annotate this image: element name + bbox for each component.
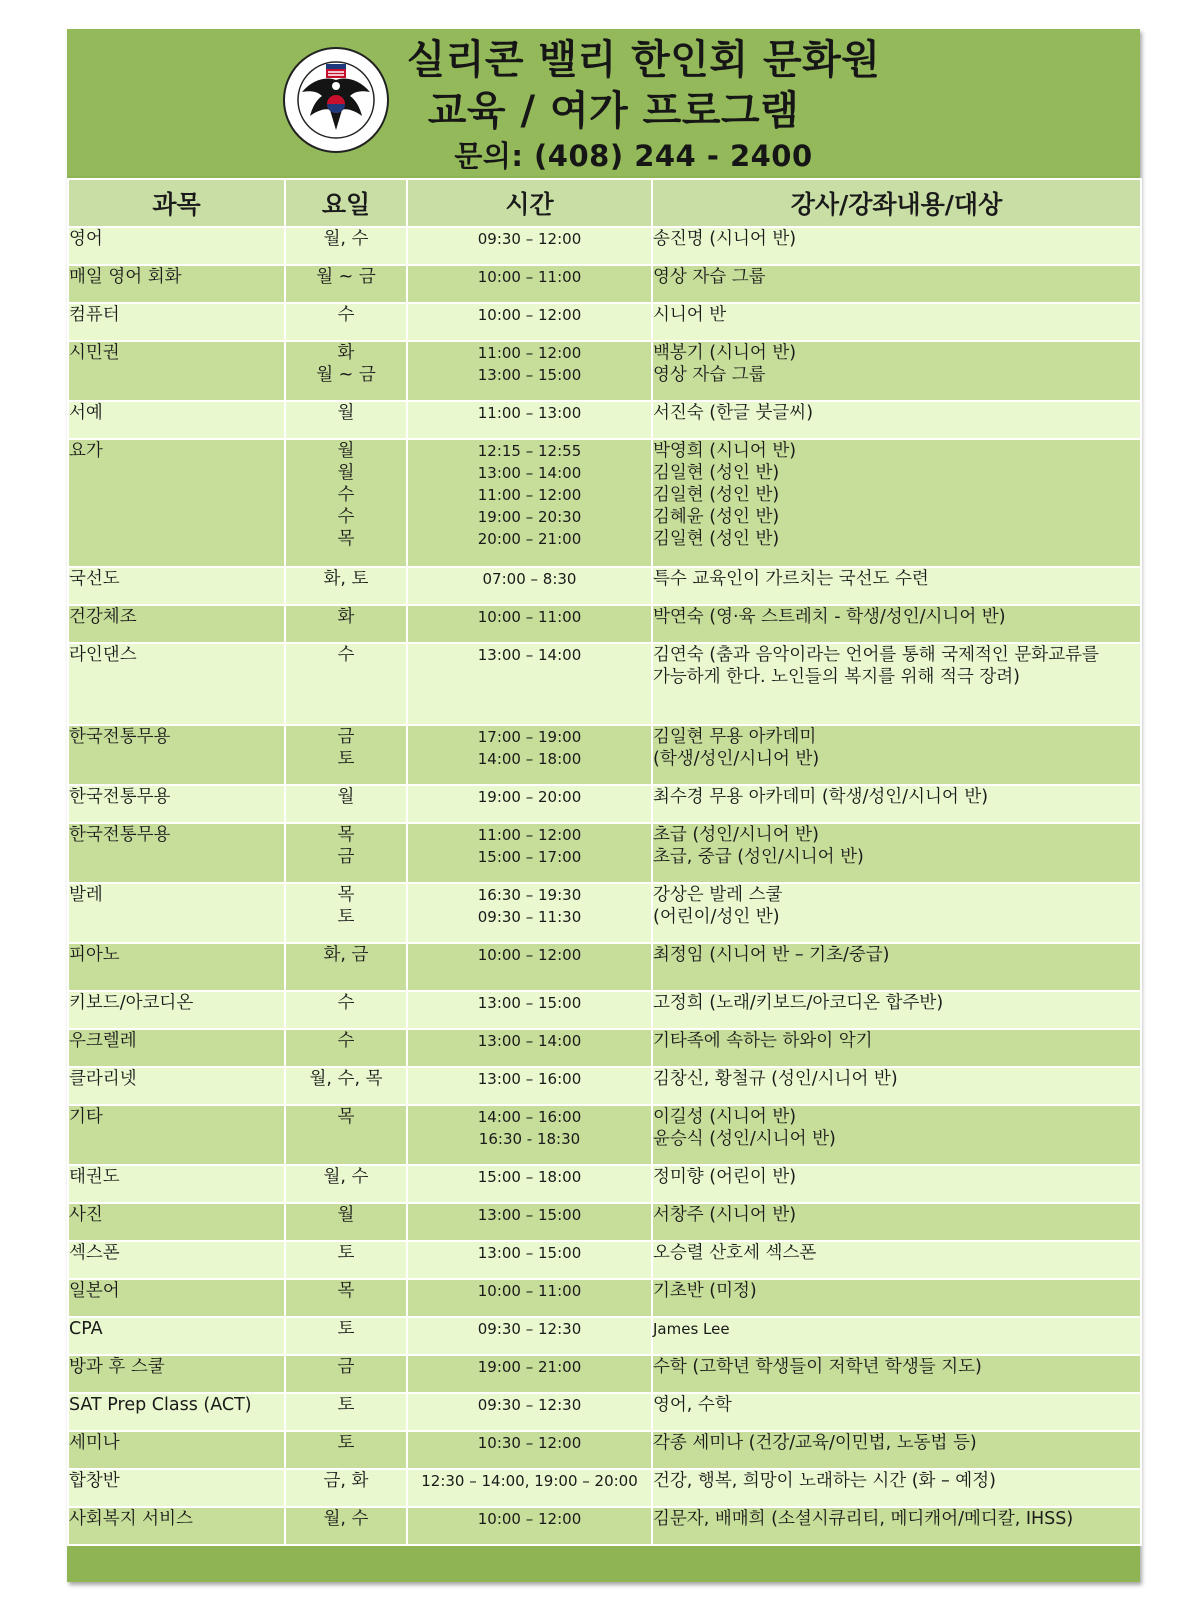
- cell-subject: 사회복지 서비스: [68, 1507, 285, 1545]
- cell-subject: 우크렐레: [68, 1029, 285, 1067]
- table-row: [68, 725, 1141, 785]
- day-entry: 수: [337, 507, 355, 527]
- detail-entry: 이길성 (시니어 반): [653, 1107, 797, 1127]
- cell-days: [285, 1029, 407, 1067]
- cell-details: [652, 823, 1141, 883]
- cell-time: [407, 643, 652, 725]
- cell-details: [652, 401, 1141, 439]
- detail-entry: 시니어 반: [653, 305, 727, 325]
- table-row: [68, 1029, 1141, 1067]
- day-entry: 수: [337, 993, 355, 1013]
- cell-details: [652, 303, 1141, 341]
- cell-subject: 세미나: [68, 1431, 285, 1469]
- table-header-row: [68, 179, 1141, 227]
- cell-time: [407, 1393, 652, 1431]
- cell-time: [407, 823, 652, 883]
- day-entry: 토: [337, 907, 355, 927]
- day-entry: 월: [337, 403, 355, 423]
- time-entry: 19:00 – 21:00: [477, 1358, 582, 1376]
- detail-entry: 김일현 (성인 반): [653, 529, 780, 549]
- cell-days: [285, 991, 407, 1029]
- time-entry: 13:00 – 15:00: [477, 1206, 582, 1224]
- cell-subject: 국선도: [68, 567, 285, 605]
- time-entry: 09:30 – 12:30: [477, 1320, 582, 1338]
- cell-days: [285, 303, 407, 341]
- detail-entry: 건강, 행복, 희망이 노래하는 시간 (화 – 예정): [653, 1471, 996, 1491]
- cell-time: [407, 785, 652, 823]
- column-header-days: 요일: [285, 179, 407, 227]
- cell-subject: 영어: [68, 227, 285, 265]
- cell-details: [652, 1203, 1141, 1241]
- day-entry: 수: [337, 485, 355, 505]
- cell-subject: 시민권: [68, 341, 285, 401]
- detail-entry: 김일현 (성인 반): [653, 485, 780, 505]
- cell-time: [407, 1203, 652, 1241]
- time-entry: 19:00 – 20:00: [477, 788, 582, 806]
- page-title: 실리콘 밸리 한인회 문화원: [406, 37, 881, 83]
- time-entry: 17:00 – 19:00: [477, 728, 582, 746]
- day-entry: 월: [337, 1205, 355, 1225]
- cell-time: [407, 1507, 652, 1545]
- detail-entry: 수학 (고학년 학생들이 저학년 학생들 지도): [653, 1357, 982, 1377]
- day-entry: 월: [337, 441, 355, 461]
- cell-details: [652, 227, 1141, 265]
- table-row: [68, 1317, 1141, 1355]
- table-row: [68, 1469, 1141, 1507]
- cell-subject: 서예: [68, 401, 285, 439]
- time-entry: 13:00 – 15:00: [477, 1244, 582, 1262]
- cell-days: [285, 439, 407, 567]
- cell-subject: 건강체조: [68, 605, 285, 643]
- cell-days: [285, 567, 407, 605]
- detail-entry: 서진숙 (한글 붓글씨): [653, 403, 814, 423]
- table-row: [68, 1393, 1141, 1431]
- cell-time: [407, 1431, 652, 1469]
- detail-entry: 김일현 무용 아카데미: [653, 727, 817, 747]
- day-entry: 수: [337, 645, 355, 665]
- cell-details: [652, 605, 1141, 643]
- cell-subject: 요가: [68, 439, 285, 567]
- cell-days: [285, 1469, 407, 1507]
- cell-details: [652, 1393, 1141, 1431]
- detail-entry: 송진명 (시니어 반): [653, 229, 797, 249]
- day-entry: 금: [337, 727, 355, 747]
- detail-entry: 김연숙 (춤과 음악이라는 언어를 통해 국제적인 문화교류를 가능하게 한다. 노인들의 복지를 위해 적극 장려): [653, 645, 1099, 687]
- table-row: [68, 1067, 1141, 1105]
- day-entry: 금: [337, 1357, 355, 1377]
- cell-time: [407, 1105, 652, 1165]
- detail-entry: 초급 (성인/시니어 반): [653, 825, 819, 845]
- time-entry: 15:00 – 18:00: [477, 1168, 582, 1186]
- table-row: [68, 265, 1141, 303]
- cell-subject: 기타: [68, 1105, 285, 1165]
- day-entry: 목: [337, 529, 355, 549]
- day-entry: 월: [337, 787, 355, 807]
- day-entry: 토: [337, 1433, 355, 1453]
- program-sheet: [67, 29, 1140, 1582]
- time-entry: 10:00 – 12:00: [477, 306, 582, 324]
- table-row: [68, 1165, 1141, 1203]
- cell-subject: 한국전통무용: [68, 725, 285, 785]
- cell-days: [285, 605, 407, 643]
- cell-details: [652, 1355, 1141, 1393]
- day-entry: 화, 금: [323, 945, 369, 965]
- cell-days: [285, 1507, 407, 1545]
- cell-time: [407, 341, 652, 401]
- day-entry: 월, 수, 목: [309, 1069, 383, 1089]
- cell-details: [652, 1067, 1141, 1105]
- detail-entry: 김창신, 황철규 (성인/시니어 반): [653, 1069, 898, 1089]
- time-entry: 15:00 – 17:00: [477, 848, 582, 866]
- detail-entry: 영상 자습 그룹: [653, 365, 766, 385]
- detail-entry: (학생/성인/시니어 반): [653, 749, 820, 769]
- cell-details: [652, 883, 1141, 943]
- cell-details: [652, 1105, 1141, 1165]
- table-row: [68, 823, 1141, 883]
- detail-entry: 윤승식 (성인/시니어 반): [653, 1129, 836, 1149]
- cell-details: [652, 643, 1141, 725]
- time-entry: 11:00 – 12:00: [477, 486, 582, 504]
- cell-days: [285, 1165, 407, 1203]
- time-entry: 11:00 – 13:00: [477, 404, 582, 422]
- day-entry: 화: [337, 607, 355, 627]
- cell-details: [652, 1165, 1141, 1203]
- day-entry: 목: [337, 885, 355, 905]
- time-entry: 11:00 – 12:00: [477, 344, 582, 362]
- day-entry: 월, 수: [323, 1167, 369, 1187]
- detail-entry: 김일현 (성인 반): [653, 463, 780, 483]
- cell-time: [407, 1355, 652, 1393]
- cell-days: [285, 1067, 407, 1105]
- cell-details: [652, 265, 1141, 303]
- cell-time: [407, 439, 652, 567]
- detail-entry: 최수경 무용 아카데미 (학생/성인/시니어 반): [653, 787, 989, 807]
- cell-days: [285, 1105, 407, 1165]
- cell-subject: 태권도: [68, 1165, 285, 1203]
- cell-subject: 합창반: [68, 1469, 285, 1507]
- cell-subject: 컴퓨터: [68, 303, 285, 341]
- table-row: [68, 991, 1141, 1029]
- day-entry: 화: [337, 343, 355, 363]
- table-row: [68, 785, 1141, 823]
- page-subtitle: 교육 / 여가 프로그램: [427, 88, 800, 134]
- day-entry: 금: [337, 847, 355, 867]
- time-entry: 16:30 – 19:30: [477, 886, 582, 904]
- day-entry: 월: [337, 463, 355, 483]
- detail-entry: 기초반 (미정): [653, 1281, 757, 1301]
- cell-days: [285, 643, 407, 725]
- time-entry: 09:30 – 11:30: [477, 908, 582, 926]
- cell-time: [407, 943, 652, 991]
- cell-time: [407, 605, 652, 643]
- detail-entry: 김혜윤 (성인 반): [653, 507, 780, 527]
- day-entry: 토: [337, 1395, 355, 1415]
- cell-subject: 키보드/아코디온: [68, 991, 285, 1029]
- cell-days: [285, 401, 407, 439]
- table-row: [68, 883, 1141, 943]
- cell-time: [407, 401, 652, 439]
- cell-subject: 피아노: [68, 943, 285, 991]
- detail-entry: 최정임 (시니어 반 – 기초/중급): [653, 945, 890, 965]
- detail-entry: James Lee: [653, 1320, 730, 1338]
- day-entry: 금, 화: [323, 1471, 369, 1491]
- table-row: [68, 1507, 1141, 1545]
- table-row: [68, 1203, 1141, 1241]
- detail-entry: 서창주 (시니어 반): [653, 1205, 797, 1225]
- time-entry: 20:00 – 21:00: [477, 530, 582, 548]
- detail-entry: 고정희 (노래/키보드/아코디온 합주반): [653, 993, 944, 1013]
- cell-time: [407, 567, 652, 605]
- detail-entry: 영상 자습 그룹: [653, 267, 766, 287]
- day-entry: 월 ~ 금: [316, 267, 376, 287]
- time-entry: 13:00 – 14:00: [477, 646, 582, 664]
- day-entry: 목: [337, 1281, 355, 1301]
- detail-entry: 강상은 발레 스쿨: [653, 885, 783, 905]
- time-entry: 13:00 – 14:00: [477, 1032, 582, 1050]
- cell-subject: 발레: [68, 883, 285, 943]
- time-entry: 14:00 – 18:00: [477, 750, 582, 768]
- time-entry: 07:00 – 8:30: [482, 570, 577, 588]
- day-entry: 토: [337, 1243, 355, 1263]
- cell-details: [652, 1507, 1141, 1545]
- detail-entry: 각종 세미나 (건강/교육/이민법, 노동법 등): [653, 1433, 977, 1453]
- time-entry: 10:00 – 12:00: [477, 946, 582, 964]
- cell-subject: 한국전통무용: [68, 823, 285, 883]
- time-entry: 12:30 – 14:00, 19:00 – 20:00: [421, 1472, 638, 1490]
- detail-entry: 초급, 중급 (성인/시니어 반): [653, 847, 864, 867]
- cell-time: [407, 1067, 652, 1105]
- cell-days: [285, 883, 407, 943]
- time-entry: 10:00 – 11:00: [477, 268, 582, 286]
- cell-subject: 라인댄스: [68, 643, 285, 725]
- detail-entry: 정미향 (어린이 반): [653, 1167, 797, 1187]
- day-entry: 월 ~ 금: [316, 365, 376, 385]
- cell-time: [407, 991, 652, 1029]
- time-entry: 14:00 – 16:00: [477, 1108, 582, 1126]
- cell-days: [285, 725, 407, 785]
- cell-time: [407, 1029, 652, 1067]
- cell-days: [285, 265, 407, 303]
- cell-time: [407, 1165, 652, 1203]
- cell-details: [652, 439, 1141, 567]
- schedule-table: [67, 178, 1142, 1546]
- cell-days: [285, 823, 407, 883]
- column-header-time: 시간: [407, 179, 652, 227]
- day-entry: 토: [337, 1319, 355, 1339]
- cell-days: [285, 1279, 407, 1317]
- cell-details: [652, 341, 1141, 401]
- detail-entry: 박영희 (시니어 반): [653, 441, 797, 461]
- cell-days: [285, 1431, 407, 1469]
- table-row: [68, 1431, 1141, 1469]
- column-header-subject: 과목: [68, 179, 285, 227]
- cell-details: [652, 1431, 1141, 1469]
- day-entry: 월, 수: [323, 1509, 369, 1529]
- cell-subject: 사진: [68, 1203, 285, 1241]
- column-header-details: 강사/강좌내용/대상: [652, 179, 1141, 227]
- time-entry: 10:30 – 12:00: [477, 1434, 582, 1452]
- detail-entry: 특수 교육인이 가르치는 국선도 수련: [653, 569, 929, 589]
- cell-details: [652, 1279, 1141, 1317]
- cell-time: [407, 1317, 652, 1355]
- cell-details: [652, 1029, 1141, 1067]
- cell-days: [285, 341, 407, 401]
- table-row: [68, 227, 1141, 265]
- time-entry: 09:30 – 12:30: [477, 1396, 582, 1414]
- table-row: [68, 1355, 1141, 1393]
- cell-days: [285, 1317, 407, 1355]
- contact-phone: 문의: (408) 244 - 2400: [454, 139, 813, 173]
- cell-time: [407, 1241, 652, 1279]
- time-entry: 19:00 – 20:30: [477, 508, 582, 526]
- detail-entry: 오승렬 산호세 섹스폰: [653, 1243, 817, 1263]
- cell-days: [285, 943, 407, 991]
- cell-days: [285, 1203, 407, 1241]
- cell-days: [285, 1393, 407, 1431]
- cell-details: [652, 785, 1141, 823]
- day-entry: 목: [337, 825, 355, 845]
- table-row: [68, 1105, 1141, 1165]
- day-entry: 토: [337, 749, 355, 769]
- cell-subject: 매일 영어 회화: [68, 265, 285, 303]
- detail-entry: 박연숙 (영·육 스트레치 - 학생/성인/시니어 반): [653, 607, 1006, 627]
- cell-days: [285, 785, 407, 823]
- detail-entry: 김문자, 배매희 (소셜시큐리티, 메디캐어/메디칼, IHSS): [653, 1509, 1074, 1529]
- day-entry: 월, 수: [323, 229, 369, 249]
- day-entry: 목: [337, 1107, 355, 1127]
- time-entry: 13:00 – 16:00: [477, 1070, 582, 1088]
- detail-entry: 기타족에 속하는 하와이 악기: [653, 1031, 873, 1051]
- cell-details: [652, 567, 1141, 605]
- cell-time: [407, 227, 652, 265]
- time-entry: 13:00 – 14:00: [477, 464, 582, 482]
- time-entry: 09:30 – 12:00: [477, 230, 582, 248]
- time-entry: 10:00 – 12:00: [477, 1510, 582, 1528]
- time-entry: 13:00 – 15:00: [477, 366, 582, 384]
- cell-details: [652, 1317, 1141, 1355]
- cell-subject: SAT Prep Class (ACT): [68, 1393, 285, 1431]
- time-entry: 10:00 – 11:00: [477, 608, 582, 626]
- header-banner: [67, 29, 1140, 176]
- cell-details: [652, 725, 1141, 785]
- time-entry: 13:00 – 15:00: [477, 994, 582, 1012]
- cell-subject: 한국전통무용: [68, 785, 285, 823]
- table-row: [68, 341, 1141, 401]
- cell-days: [285, 227, 407, 265]
- table-row: [68, 943, 1141, 991]
- cell-subject: 클라리넷: [68, 1067, 285, 1105]
- cell-details: [652, 991, 1141, 1029]
- cell-details: [652, 1241, 1141, 1279]
- cell-details: [652, 943, 1141, 991]
- detail-entry: (어린이/성인 반): [653, 907, 780, 927]
- day-entry: 화, 토: [323, 569, 369, 589]
- cell-subject: 방과 후 스쿨: [68, 1355, 285, 1393]
- cell-subject: CPA: [68, 1317, 285, 1355]
- time-entry: 10:00 – 11:00: [477, 1282, 582, 1300]
- table-row: [68, 605, 1141, 643]
- cell-time: [407, 265, 652, 303]
- time-entry: 12:15 – 12:55: [477, 442, 582, 460]
- cell-time: [407, 883, 652, 943]
- table-row: [68, 567, 1141, 605]
- cell-time: [407, 725, 652, 785]
- cell-time: [407, 1469, 652, 1507]
- cell-details: [652, 1469, 1141, 1507]
- day-entry: 수: [337, 305, 355, 325]
- time-entry: 16:30 - 18:30: [478, 1130, 581, 1148]
- cell-time: [407, 1279, 652, 1317]
- cell-days: [285, 1241, 407, 1279]
- table-row: [68, 303, 1141, 341]
- time-entry: 11:00 – 12:00: [477, 826, 582, 844]
- detail-entry: 백봉기 (시니어 반): [653, 343, 797, 363]
- cell-subject: 일본어: [68, 1279, 285, 1317]
- day-entry: 수: [337, 1031, 355, 1051]
- table-row: [68, 1279, 1141, 1317]
- detail-entry: 영어, 수학: [653, 1395, 732, 1415]
- table-row: [68, 439, 1141, 567]
- table-row: [68, 401, 1141, 439]
- cell-days: [285, 1355, 407, 1393]
- cell-time: [407, 303, 652, 341]
- cell-subject: 섹스폰: [68, 1241, 285, 1279]
- table-row: [68, 643, 1141, 725]
- table-row: [68, 1241, 1141, 1279]
